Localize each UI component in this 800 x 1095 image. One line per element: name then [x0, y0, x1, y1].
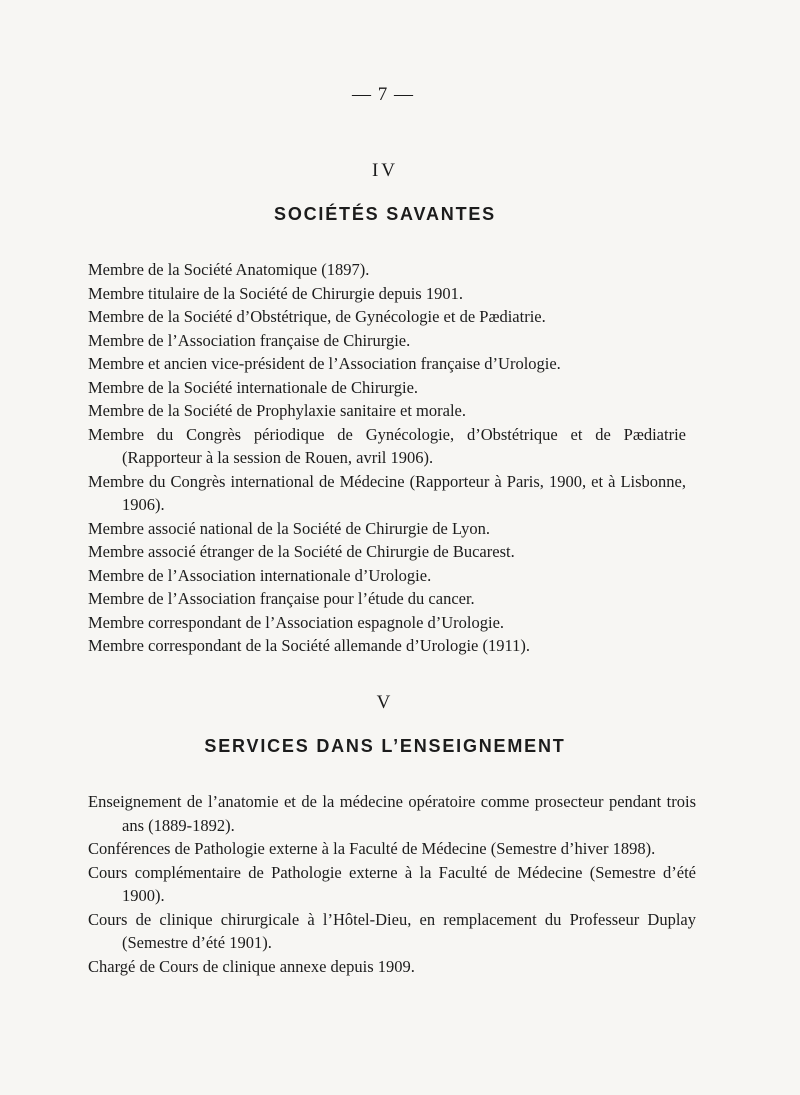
list-item: Membre du Congrès périodique de Gynécologie, d’Obstétrique et de Pædiatrie (Rapporteur à la session de Rouen, avril 1906). [88, 424, 686, 467]
list-item: Membre de la Société de Prophylaxie sanitaire et morale. [88, 401, 466, 420]
list-item: Membre du Congrès international de Médecine (Rapporteur à Paris, 1900, et à Lisbonne, 1906). [88, 471, 686, 514]
list-item: Cours complémentaire de Pathologie externe à la Faculté de Médecine (Semestre d’été 1900). [88, 862, 696, 905]
page-number: — 7 — [352, 84, 414, 105]
list-item: Membre de la Société d’Obstétrique, de Gynécologie et de Pædiatrie. [88, 307, 546, 326]
section-heading-services-enseignement: SERVICES DANS L’ENSEIGNEMENT [204, 736, 566, 756]
section-numeral-v: V [376, 692, 394, 713]
list-item: Membre de la Société internationale de Chirurgie. [88, 377, 419, 397]
list-item: Membre et ancien vice-président de l’Association française d’Urologie. [88, 354, 561, 373]
list-item: Membre correspondant de l’Association espagnole d’Urologie. [88, 612, 505, 632]
list-item: Membre correspondant de la Société allemande d’Urologie (1911). [88, 636, 530, 655]
section-heading-societes-savantes: SOCIÉTÉS SAVANTES [274, 204, 496, 224]
societies-list [88, 258, 686, 658]
section-numeral-iv: IV [371, 160, 399, 181]
teaching-list [88, 790, 696, 978]
list-item: Conférences de Pathologie externe à la Faculté de Médecine (Semestre d’hiver 1898). [88, 839, 656, 858]
list-item: Cours de clinique chirurgicale à l’Hôtel-Dieu, en remplacement du Professeur Duplay (Semestre d’été 1901). [88, 909, 696, 952]
list-item: Membre de la Société Anatomique (1897). [88, 260, 370, 279]
list-item: Membre de l’Association française de Chirurgie. [88, 330, 411, 350]
list-item: Membre de l’Association française pour l’étude du cancer. [88, 589, 475, 608]
list-item: Membre titulaire de la Société de Chirurgie depuis 1901. [88, 283, 463, 303]
list-item: Enseignement de l’anatomie et de la médecine opératoire comme prosecteur pendant trois ans (1889-1892). [88, 792, 696, 835]
list-item: Chargé de Cours de clinique annexe depuis 1909. [88, 956, 415, 976]
list-item: Membre associé national de la Société de Chirurgie de Lyon. [88, 518, 490, 538]
list-item: Membre associé étranger de la Société de Chirurgie de Bucarest. [88, 542, 515, 561]
list-item: Membre de l’Association internationale d’Urologie. [88, 565, 432, 585]
